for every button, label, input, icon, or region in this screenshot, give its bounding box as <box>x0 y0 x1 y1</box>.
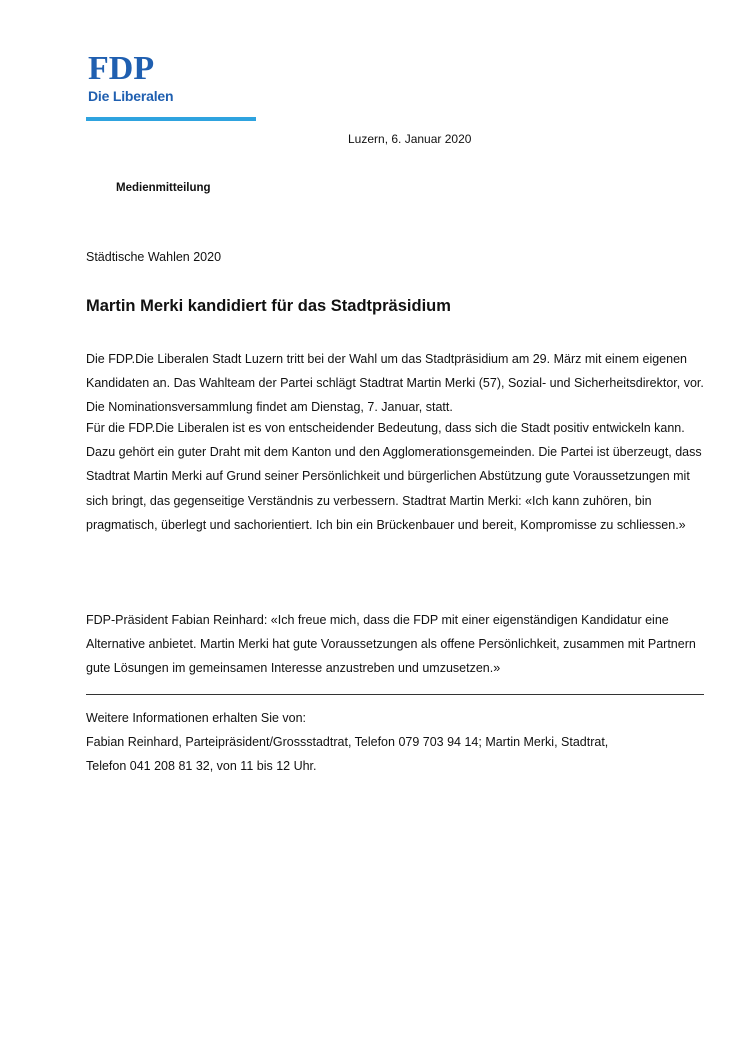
body-paragraph: FDP-Präsident Fabian Reinhard: «Ich freue mich, dass die FDP mit einer eigenständigen Kandidatur eine Alternative anbietet. Martin Merki hat gute Voraussetzungen als offene Persönlichkeit, zusammen mit Partnern gute Lösungen im gemeinsamen Interesse anzustreben und umzusetzen.» <box>86 613 696 676</box>
contact-info <box>86 706 711 779</box>
body-paragraph: Die FDP.Die Liberalen Stadt Luzern tritt bei der Wahl um das Stadtpräsidium am 29. März mit einem eigenen Kandidaten an. Das Wahlteam der Partei schlägt Stadtrat Martin Merki (57), Sozial- und Sicherheitsdirektor, vor. Die Nominationsversammlung findet am Dienstag, 7. Januar, statt. <box>86 352 704 415</box>
body-paragraph: Für die FDP.Die Liberalen ist es von entscheidender Bedeutung, dass sich die Stadt positiv entwickeln kann. Dazu gehört ein guter Draht mit dem Kanton und den Agglomerationsgemeinden. Die Partei ist überzeugt, dass Stadtrat Martin Merki auf Grund seiner Persönlichkeit und bürgerlichen Abstützung gute Voraussetzungen mit sich bringt, das gegenseitige Verständnis zu verbessern. Stadtrat Martin Merki: «Ich kann zuhören, bin pragmatisch, überlegt und sachorientiert. Ich bin ein Brückenbauer und bereit, Kompromisse zu schliessen.» <box>86 421 702 532</box>
document-type: Medienmitteilung <box>116 182 211 194</box>
logo-wordmark: FDP <box>88 50 155 87</box>
contact-line: Fabian Reinhard, Parteipräsident/Grossstadtrat, Telefon 079 703 94 14; Martin Merki, Stadtrat, <box>86 735 609 750</box>
date-line: Luzern, 6. Januar 2020 <box>348 132 472 146</box>
contact-intro: Weitere Informationen erhalten Sie von: <box>86 711 307 725</box>
article-headline: Martin Merki kandidiert für das Stadtpräsidium <box>86 297 451 315</box>
logo-underline-bar <box>86 117 256 121</box>
divider-line <box>86 694 704 695</box>
logo-subtitle: Die Liberalen <box>88 88 174 104</box>
contact-line: Telefon 041 208 81 32, von 11 bis 12 Uhr. <box>86 759 317 774</box>
article-kicker: Städtische Wahlen 2020 <box>86 250 222 264</box>
fdp-logo <box>88 52 258 104</box>
